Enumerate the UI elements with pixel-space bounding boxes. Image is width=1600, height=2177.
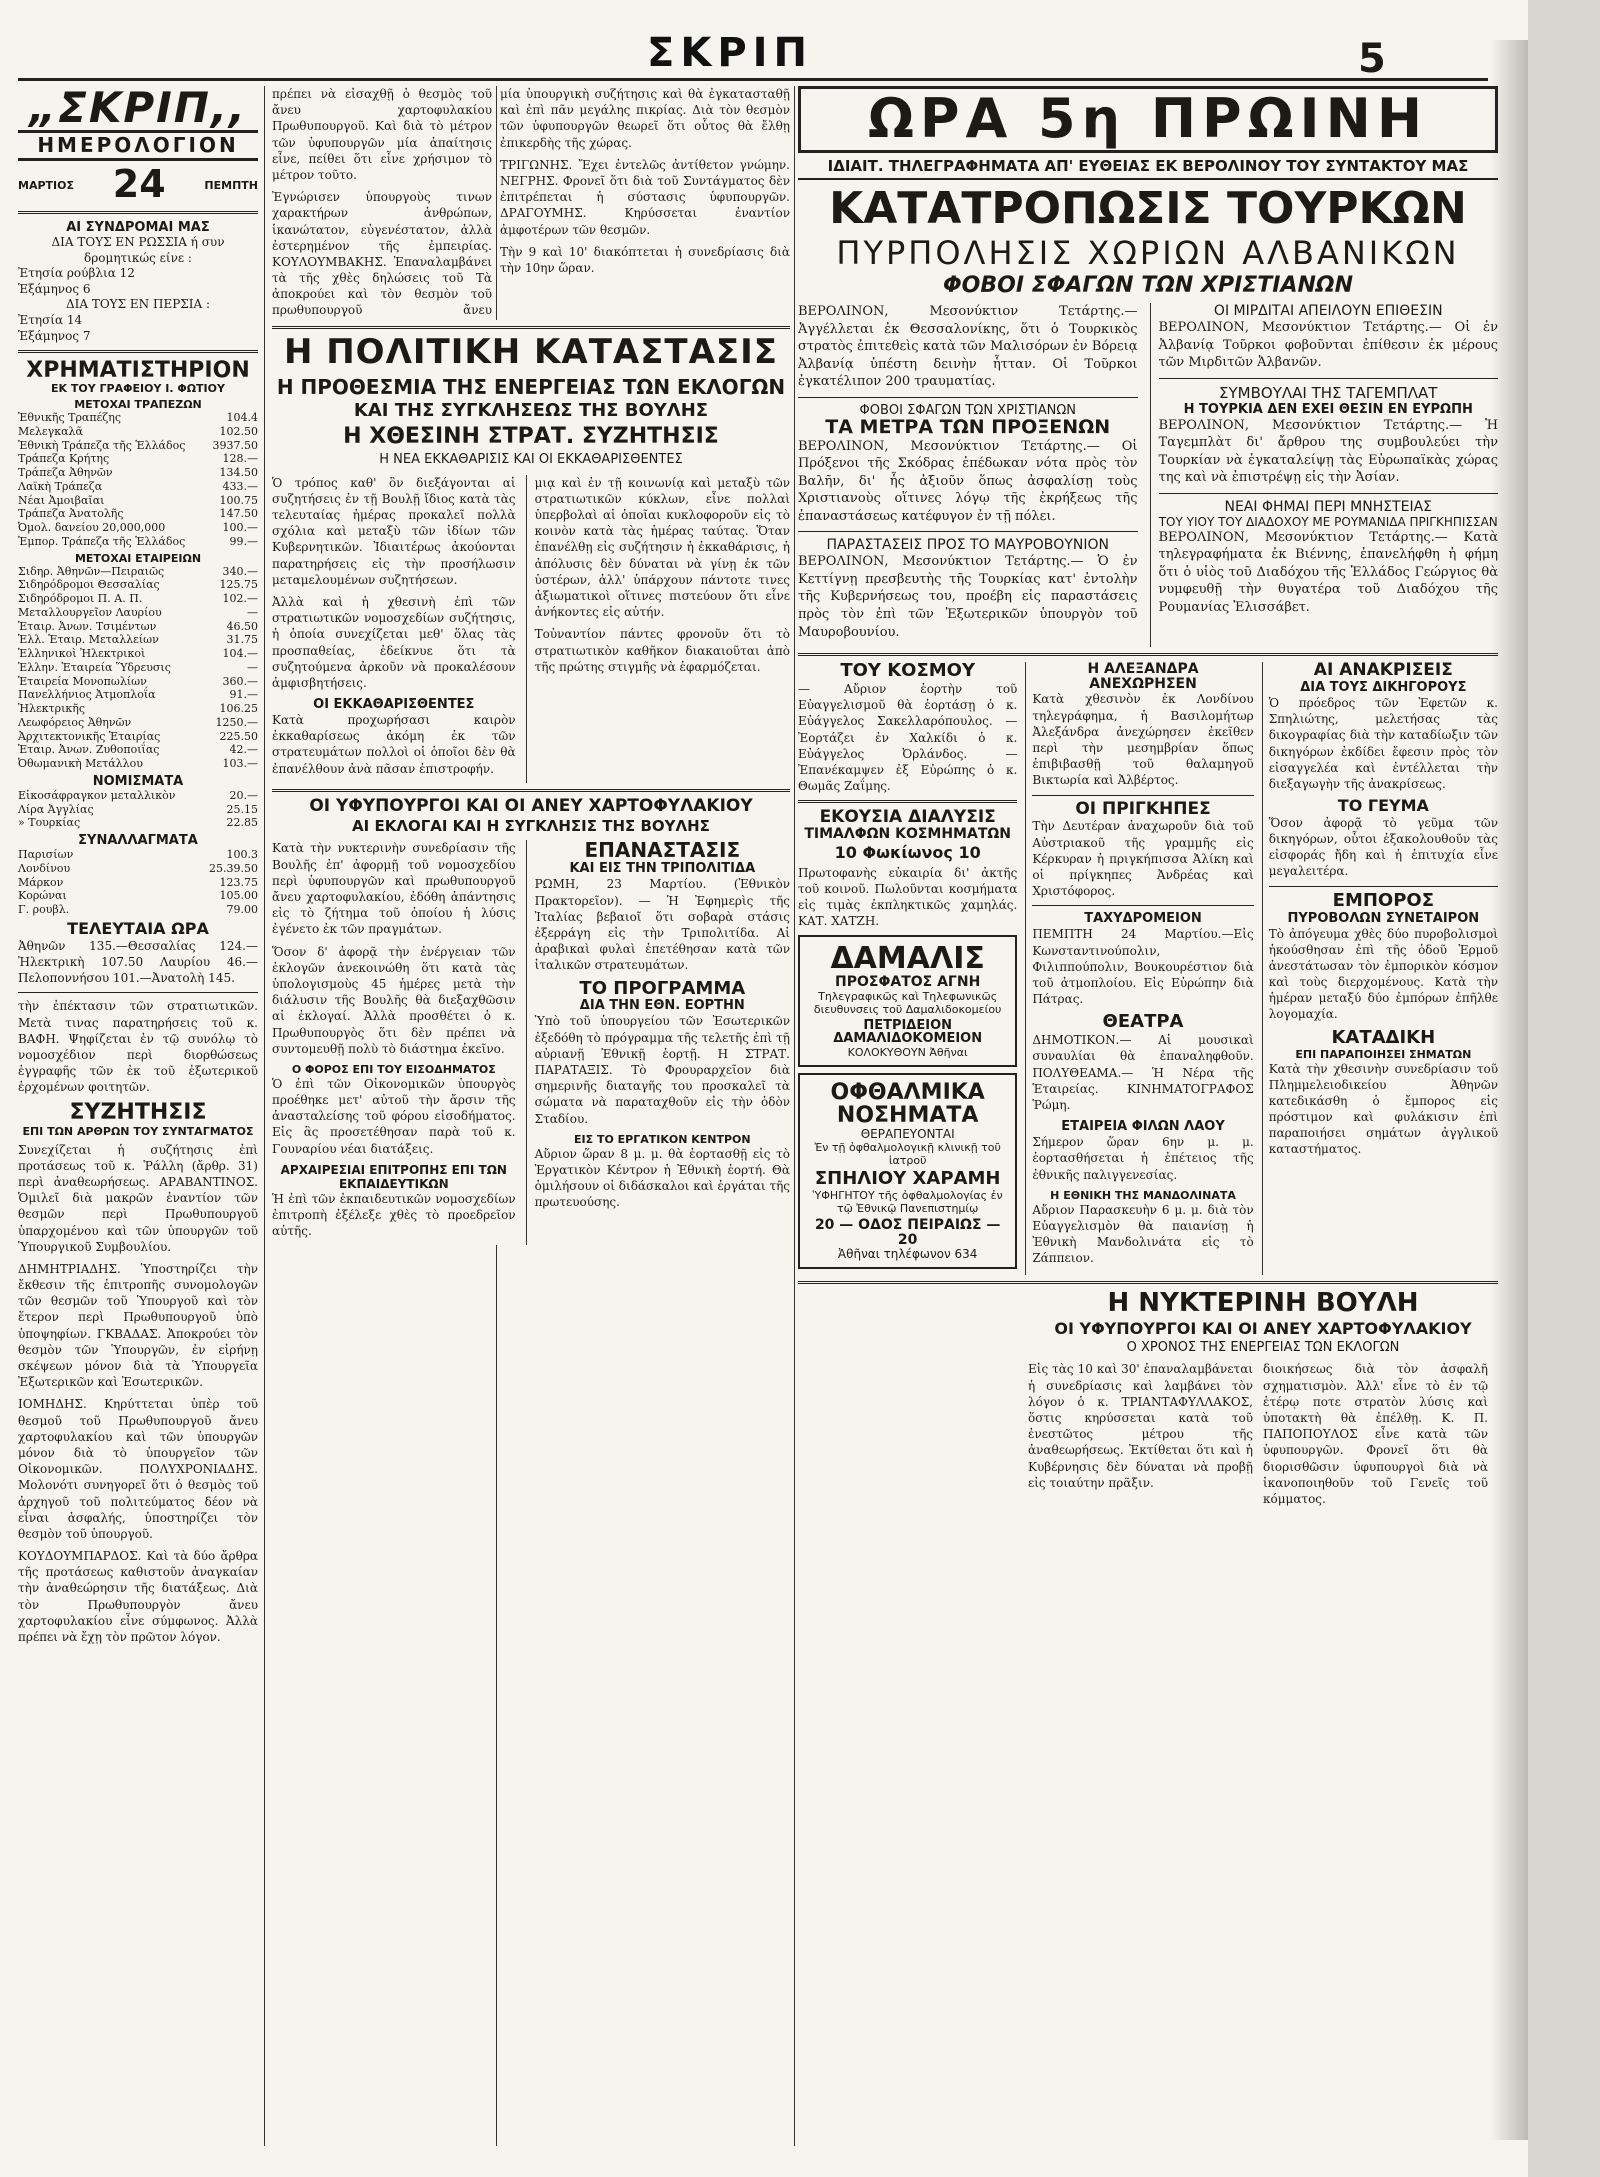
row-label: Γ. ρουβλ. — [18, 903, 70, 917]
world-title: ΤΟΥ ΚΟΣΜΟΥ — [840, 660, 976, 682]
telegraph-text: ΒΕΡΟΛΙΝΟΝ, Μεσονύκτιον Τετάρτης.— Οἱ ἐν Ἀλβανίᾳ Τοῦρκοι φοβοῦνται ἐπίθεσιν ἐκ μέρους τῶν Μιρδιτῶν Ἀλβανῶν. — [1158, 319, 1498, 371]
row-value: 433.— — [222, 479, 258, 493]
article-text: Εἰς τὰς 10 καὶ 30' ἐπαναλαμβάνεται ἡ συνεδρίασις καὶ λαμβάνει τὸν λόγον ὁ κ. ΤΡΙΑΝΤΑΦΥΛΛΑΚΟΣ, ὅστις κηρύσσεται κατὰ τοῦ ἐνεστῶτος μέτρου τῆς ἀναθεωρήσεως. Ἐκτίθεται ὅτι καὶ ἡ Κυβέρνησις δὲν δύναται νὰ προβῇ εἰς τοιαύτην πρᾶξιν. — [1028, 1362, 1253, 1490]
table-row — [18, 494, 258, 508]
eye-doctor-sub: ὙΦΗΓΗΤΟΥ τῆς ὀφθαλμολογίας ἐν τῷ Ἐθνικῷ Πανεπιστημίῳ — [812, 1188, 1003, 1215]
banks-title: ΜΕΤΟΧΑΙ ΤΡΑΠΕΖΩΝ — [74, 398, 202, 412]
row-value: 46.50 — [226, 619, 258, 633]
table-row — [18, 803, 258, 817]
main-headline: ΩΡΑ 5η ΠΡΩΙΝΗ — [798, 86, 1498, 153]
article-text: ΔΗΜΗΤΡΙΑΔΗΣ. Ὑποστηρίζει τὴν ἔκθεσιν τῆς ἐπιτροπῆς συνομολογῶν τῶν θεσμῶν τοῦ Ὑπουργοῦ καὶ τὸν ἕτερον περὶ Πρωθυπουργοῦ ὑπὸ ὑποψηφίων. ΓΚΒΑΔΑΣ. Ἀποκρούει τὸν θεσμὸν τῶν Ὑπουργῶν, ἐν εἰρήνῃ σκέψεων μόνον διὰ τὰ Ὑπουργεῖα Ἐξωτερικῶν καὶ Ἐσωτερικῶν. — [18, 1261, 258, 1390]
table-row — [18, 466, 258, 480]
montenegro-title: ΠΑΡΑΣΤΑΣΕΙΣ ΠΡΟΣ ΤΟ ΜΑΥΡΟΒΟΥΝΙΟΝ — [826, 537, 1109, 554]
merchant-title: ΕΜΠΟΡΟΣ — [1332, 889, 1435, 911]
row-label: Νέαι Ἀμοιβαῖαι — [18, 493, 105, 507]
table-row — [18, 535, 258, 549]
night-subtitle: ΟΙ ΥΦΥΠΟΥΡΓΟΙ ΚΑΙ ΟΙ ΑΝΕΥ ΧΑΡΤΟΦΥΛΑΚΙΟΥ — [1054, 1318, 1472, 1338]
article-text: μία ὑπουργικὴ συζήτησις καὶ θὰ ἐγκατασταθῇ καὶ ἐπὶ πᾶν μεγάλης πικρίας. Διὰ τὸν θεσμὸν τῶν ὑφυπουργῶν θεωρεῖ ὅτι οὗτος θὰ ἔλθῃ ἐπικερδὴς τῆς χώρας. — [500, 87, 790, 150]
divider — [798, 653, 1498, 656]
row-label: Ὀμολ. δανείου 20,000,000 — [18, 521, 166, 535]
column-telegraphs — [798, 86, 1498, 2146]
subs-line: ΔΙΑ ΤΟΥΣ ΕΝ ΠΕΡΣΙΑ : — [65, 297, 211, 312]
subs-line: Ἐτησία ρούβλια 12 — [18, 266, 135, 281]
damalis-ad — [798, 935, 1017, 1066]
exchange-table — [18, 848, 258, 917]
politics-column-left — [272, 475, 516, 783]
row-value: 134.50 — [219, 466, 258, 480]
row-value: — — [247, 605, 258, 619]
article-text: ΚΟΥΔΟΥΜΠΑΡΔΟΣ. Καὶ τὰ δύο ἄρθρα τῆς προτάσεως καθιστοῦν ἀναγκαίαν τὴν ἀναθεώρησιν τῆς διατάξεως. Διὰ τὸν Πρωθυπουργὸν ἄνευ χαρτοφυλακίου εἶνε σύμφωνος. Ἀλλὰ πρέπει νὰ ἔχῃ τὸν πρῶτον λόγον. — [18, 1549, 258, 1644]
row-value: 105.00 — [219, 889, 258, 903]
subs-line: ΔΙΑ ΤΟΥΣ ΕΝ ΡΩΣΣΙΑ ή συν — [51, 234, 225, 249]
divider — [798, 1281, 1498, 1284]
politics-columns — [272, 475, 790, 783]
row-label: Λαϊκὴ Τράπεζα — [18, 479, 103, 493]
row-value: 25.39.50 — [209, 861, 258, 875]
telegraph-text: ΒΕΡΟΛΙΝΟΝ, Μεσονύκτιον Τετάρτης.— Ὁ ἐν Κεττίγνῃ πρεσβευτὴς τῆς Τουρκίας κατ' ἐντολὴν τῆς Κυβερνήσεως του, προέβη εἰς παραστάσεις πρὸς τὸν ἐπὶ τῶν Ἐξωτερικῶν ὑπουργὸν τοῦ Μαυροβουνίου. — [798, 554, 1138, 640]
conviction-title: ΚΑΤΑΔΙΚΗ — [1331, 1026, 1436, 1048]
row-label: Παρισίων — [18, 848, 74, 862]
divider — [798, 800, 1017, 803]
row-value: 340.— — [222, 564, 258, 578]
committees-title: ΑΡΧΑΙΡΕΣΙΑΙ ΕΠΙΤΡΟΠΗΣ ΕΠΙ ΤΩΝ ΕΚΠΑΙΔΕΥΤΙΚΩΝ — [280, 1162, 507, 1191]
mirdites-title: ΟΙ ΜΙΡΔΙΤΑΙ ΑΠΕΙΛΟΥΝ ΕΠΙΘΕΣΙΝ — [1213, 302, 1443, 319]
column-calendar — [18, 86, 258, 2146]
article-text: Ὁ πρόεδρος τῶν Ἐφετῶν κ. Σπηλιώτης, μελετήσας τὰς δικογραφίας διὰ τὴν καταδίωξιν τῶν δικηγόρων ἐκδίδει ἔφεσιν πρὸς τὸν εἰσαγγελέα καὶ ἐντέλλεται τὴν διεξαγωγὴν τῆς ἀνακρίσεως. — [1268, 695, 1498, 791]
divider — [1159, 378, 1499, 379]
politics-title: Η ΠΟΛΙΤΙΚΗ ΚΑΤΑΣΤΑΣΙΣ — [283, 332, 779, 372]
table-row — [18, 903, 258, 917]
telegraph-text: ΒΕΡΟΛΙΝΟΝ, Μεσονύκτιον Τετάρτης.— Οἱ Πρόξενοι τῆς Σκόδρας ἐπέδωκαν νότα πρὸς τὸν Βαλῆν, δι' ἧς ἀξιοῦν ὅπως ἀσφαλίσῃ τοὺς Χριστιανοὺς οἵτινες λόγῳ τῆς ἐκρήξεως τῆς ἐπαναστάσεως κατέφυγον ἐν τῇ πόλει. — [798, 438, 1138, 524]
article-text: Κατὰ προχωρήσασι καιρὸν ἐκκαθαρίσεως ἀκόμη ἐκ τῶν στρατευμάτων πολλοὶ οἱ ὁποῖοι δὲν θὰ ἐπανέλθουν ἀνὰ πᾶσαν ἐπιστροφήν. — [272, 713, 516, 776]
row-label: Ἑταιρ. Ἀνων. Τσιμέντων — [18, 619, 157, 633]
row-label: Μάρκον — [18, 875, 64, 889]
table-row — [18, 876, 258, 890]
mandolin-title: Η ΕΘΝΙΚΗ ΤΗΣ ΜΑΝΔΟΛΙΝΑΤΑ — [1050, 1188, 1236, 1202]
divider — [1032, 905, 1253, 906]
article-text: Ἡ ἐπὶ τῶν ἐκπαιδευτικῶν νομοσχεδίων ἐπιτροπὴ ἐξέλεξε χθὲς τὸ προεδρεῖον αὐτῆς. — [272, 1191, 516, 1239]
table-row — [18, 816, 258, 830]
damalis-text: Τηλεγραφικῶς καὶ Τηλεφωνικῶς διευθυνσεις τοῦ Δαμαλιδοκομείου — [813, 989, 1002, 1016]
table-row — [18, 661, 258, 675]
row-label: Λίρα Ἀγγλίας — [18, 802, 94, 816]
subs-line: Ἑξάμηνος 6 — [18, 281, 91, 296]
divider — [272, 789, 790, 792]
table-row — [18, 757, 258, 771]
article-text: ΡΩΜΗ, 23 Μαρτίου. (Ἐθνικὸν Πρακτορεῖον). — Ἡ Ἐφημερὶς τῆς Ἰταλίας βεβαιοῖ ὅτι σοβαρὰ στάσις ἐξερράγη εἰς τὴν Τριπολιτίδα. Αἱ ἀραβικαὶ φυλαὶ ἐπετέθησαν κατὰ τῶν ἰταλικῶν στρατευμάτων. — [534, 877, 790, 973]
eye-subtitle: ΘΕΡΑΠΕΥΟΝΤΑΙ — [860, 1127, 955, 1142]
article-text: ΙΟΜΗΔΗΣ. Κηρύττεται ὑπὲρ τοῦ θεσμοῦ τοῦ Πρωθυπουργοῦ ἄνευ χαρτοφυλακίου καὶ τῶν ὑπουργῶν μόνον διὰ τὸ ὑπουργεῖον τῶν Οἰκονομικῶν. ΠΟΛΥΧΡΟΝΙΑΔΗΣ. Μολονότι συνηγορεῖ ὅτι ὁ θεσμὸς τοῦ ἀρχηγοῦ τοῦ πολιτεύματος δέον νὰ εἶναι ἀσφαλής, ὑποστηρίζει τὸν θεσμὸν τοῦ ὑπουργοῦ. — [18, 1397, 258, 1541]
conviction-subtitle: ΕΠΙ ΠΑΡΑΠΟΙΗΣΕΙ ΣΗΜΑΤΩΝ — [1295, 1047, 1472, 1061]
row-value: 1250.— — [215, 715, 258, 729]
telegraph-text: ΒΕΡΟΛΙΝΟΝ, Μεσονύκτιον Τετάρτης.— Ἡ Ταγεμπλὰτ δι' ἄρθρου της συμβουλεύει τὴν Τουρκίαν νὰ ἐγκαταλείψῃ τὰς Εὐρωπαϊκὰς χώρας της καὶ νὰ ἐπιστρέψῃ εἰς τὴν Ἀσίαν. — [1158, 417, 1498, 486]
advice-subtitle: Η ΤΟΥΡΚΙΑ ΔΕΝ ΕΧΕΙ ΘΕΣΙΝ ΕΝ ΕΥΡΩΠΗ — [1183, 401, 1473, 417]
row-label: Ἐθνικὴ Τράπεζα τῆς Ἑλλάδος — [18, 438, 186, 452]
theatre-title: ΘΕΑΤΡΑ — [1102, 1011, 1184, 1033]
row-label: Σιδηρόδρομοι Π. Α. Π. — [18, 592, 143, 606]
article-text: διοικήσεως διὰ τὸν ἀσφαλῆ σχηματισμὸν. Ἀλλ' εἶνε τὸ ἐν τῷ ἑτέρῳ ποτε στρατὸν λύσις καὶ ὑποτακτὴ θὰ ἐπέλθῃ. Κ. Π. ΠΑΠΟΠΟΥΛΟΣ εἶνε κατὰ τῶν ὑφυπουργῶν. Φρονεῖ ὅτι θὰ διορισθῶσιν ὑφυπουργοὶ διὰ νὰ ἱκανοποιηθοῦν τοῦ Γενεῖς τοῦ κόμματος. — [1263, 1362, 1488, 1506]
row-value: 103.— — [222, 757, 258, 771]
article-text: Ὅσον ἀφορᾷ τὸ γεῦμα τῶν δικηγόρων, οὗτοι ἐξακολουθοῦν τὰς εἰσφοράς ἤδη καὶ ἡ ἐπιτυχία εἶνε μεγαλειτέρα. — [1268, 815, 1498, 879]
page-number: 5 — [1358, 36, 1386, 82]
table-row — [18, 688, 258, 702]
row-label: » Τουρκίας — [18, 816, 81, 830]
table-row — [18, 578, 258, 592]
ministers-columns — [272, 840, 790, 1245]
article-text: τὴν ἐπέκτασιν τῶν στρατιωτικῶν. Μετὰ τινας παρατηρήσεις τοῦ κ. ΒΑΦΗ. Ψηφίζεται ἐν τῷ συνόλῳ τὸ νομοσχέδιον περὶ διορθώσεως ἐγγραφῆς τῶν ἐκ τοῦ ἐξωτερικοῦ ἐρχομένων φοιτητῶν. — [18, 999, 258, 1095]
voluntary-subtitle: ΤΙΜΑΛΦΩΝ ΚΟΣΜΗΜΑΤΩΝ — [804, 826, 1011, 843]
row-label: Μελεγκαλᾶ — [18, 424, 83, 438]
table-row — [18, 730, 258, 744]
workers-title: ΕΙΣ ΤΟ ΕΡΓΑΤΙΚΟΝ ΚΕΝΤΡΟΝ — [574, 1132, 751, 1146]
table-row — [18, 647, 258, 661]
ministers-column-left — [272, 840, 516, 1245]
post-title: ΤΑΧΥΔΡΟΜΕΙΟΝ — [1084, 911, 1202, 927]
voluntary-date: 10 Φωκίωνος 10 — [834, 842, 981, 862]
row-value: 147.50 — [219, 507, 258, 521]
exchange-title: ΣΥΝΑΛΛΑΓΜΑΤΑ — [78, 833, 198, 849]
discussion-title: ΣΥΖΗΤΗΣΙΣ — [69, 1100, 207, 1126]
row-label: Κορώναι — [18, 889, 67, 903]
row-label: Τράπεζα Ἀνατολῆς — [18, 507, 124, 521]
eye-phone: Ἀθῆναι τηλέφωνον 634 — [837, 1247, 978, 1262]
divider — [1269, 886, 1498, 887]
article-text: Ὁ ἐπὶ τῶν Οἰκονομικῶν ὑπουργὸς προέθηκε μετ' αὐτοῦ τὴν ἄρσιν τῆς ἀνασταλείσης τοῦ φόρου εἰσοδήματος. Εἰς ἃς προσετέθησαν παρὰ τοῦ κ. Γουναρίου νέαι διατάξεις. — [272, 1076, 516, 1156]
eye-doctor: ΣΠΗΛΙΟΥ ΧΑΡΑΜΗ — [814, 1168, 1001, 1190]
subs-line: Ἐτησία 14 — [18, 312, 83, 327]
article-text: Τὴν Δευτέραν ἀναχωροῦν διὰ τοῦ Αὐστριακοῦ τῆς γραμμῆς εἰς Κέρκυραν ἡ πριγκήπισσα Ἀλίκη καὶ οἱ πρίγκηπες Ἀνδρέας καὶ Χριστόφορος. — [1032, 819, 1254, 899]
lower-col-a — [798, 662, 1017, 1275]
column-rule — [264, 86, 265, 2146]
row-value: 99.— — [229, 534, 258, 548]
damalis-title: ΔΑΜΑΛΙΣ — [830, 941, 985, 977]
row-value: 128.— — [222, 452, 258, 466]
inquiries-subtitle: ΔΙΑ ΤΟΥΣ ΔΙΚΗΓΟΡΟΥΣ — [1300, 679, 1467, 695]
subscriptions-list — [18, 235, 258, 344]
row-value: 125.75 — [219, 578, 258, 592]
table-row — [18, 789, 258, 803]
divider — [272, 326, 790, 329]
politics-section — [272, 320, 790, 1245]
row-value: 31.75 — [226, 633, 258, 647]
ministers-subtitle: ΑΙ ΕΚΛΟΓΑΙ ΚΑΙ Η ΣΥΓΚΛΗΣΙΣ ΤΗΣ ΒΟΥΛΗΣ — [352, 816, 710, 835]
table-row — [18, 592, 258, 606]
divider — [1032, 795, 1253, 796]
last-hour-text: Ἀθηνῶν 135.—Θεσσαλίας 124.—Ἠλεκτρικὴ 107.50 Λαυρίου 46.—Πελοποννήσου 101.—Ἀνατολὴ 145. — [18, 938, 258, 986]
table-row — [18, 862, 258, 876]
row-value: 225.50 — [219, 729, 258, 743]
politics-headline-2: ΚΑΙ ΤΗΣ ΣΥΓΚΛΗΣΕΩΣ ΤΗΣ ΒΟΥΛΗΣ — [353, 399, 709, 421]
row-value: 360.— — [222, 674, 258, 688]
inquiries-title: ΑΙ ΑΝΑΚΡΙΣΕΙΣ — [1313, 660, 1453, 681]
headline-2: ΠΥΡΠΟΛΗΣΙΣ ΧΩΡΙΩΝ ΑΛΒΑΝΙΚΩΝ — [836, 233, 1460, 272]
table-row — [18, 848, 258, 862]
banks-table — [18, 411, 258, 549]
column-rule — [794, 86, 795, 2146]
rumor-subtitle: ΤΟΥ ΥΙΟΥ ΤΟΥ ΔΙΑΔΟΧΟΥ ΜΕ ΡΟΥΜΑΝΙΔΑ ΠΡΙΓΚΗΠΙΣΣΑΝ — [1158, 514, 1498, 529]
article-text: Κατὰ τὴν χθεσινὴν συνεδρίασιν τοῦ Πλημμελειοδικείου Ἀθηνῶν κατεδικάσθη ὁ ἔμπορος εἰς πρόστιμον καὶ φυλάκισιν ἐπὶ παραποιήσει σημάτων ἀγγλικοῦ καταστήματος. — [1268, 1061, 1498, 1157]
row-value: 20.— — [229, 788, 258, 802]
table-row — [18, 425, 258, 439]
table-row — [18, 606, 258, 620]
row-label: Εἰκοσάφραγκον μεταλλικὸν — [18, 788, 176, 802]
table-row — [18, 521, 258, 535]
article-text: Τὴν 9 καὶ 10' διακόπτεται ἡ συνεδρίασις διὰ τὴν 10ην ὥραν. — [500, 244, 790, 275]
bourse-title: ΧΡΗΜΑΤΙΣΤΗΡΙΟΝ — [26, 358, 250, 384]
ministers-title: ΟΙ ΥΦΥΠΟΥΡΓΟΙ ΚΑΙ ΟΙ ΑΝΕΥ ΧΑΡΤΟΦΥΛΑΚΙΟΥ — [309, 795, 753, 816]
money-title: ΝΟΜΙΣΜΑΤΑ — [92, 773, 184, 789]
article-text: ΤΡΙΓΩΝΗΣ. Ἔχει ἐντελῶς ἀντίθετον γνώμην. ΝΕΓΡΗΣ. Φρονεῖ ὅτι διὰ τοῦ Συντάγματος δὲν ἐπιτρέπεται ἡ σύστασις ὑφυπουργῶν. ΔΡΑΓΟΥΜΗΣ. Κηρύσσεται ἐναντίον ἀμφοτέρων τῶν θεσμῶν. — [500, 157, 790, 237]
night-section — [1028, 1290, 1498, 1513]
row-label: Σιδηρ. Ἀθηνῶν—Πειραιῶς — [18, 564, 165, 578]
calendar-month: ΜΑΡΤΙΟΣ — [18, 178, 74, 192]
damalis-place: ΠΕΤΡΙΔΕΙΟΝ ΔΑΜΑΛΙΔΟΚΟΜΕΙΟΝ — [833, 1017, 983, 1047]
night-title: Η ΝΥΚΤΕΡΙΝΗ ΒΟΥΛΗ — [1107, 1288, 1419, 1319]
politics-headline-4: Η ΝΕΑ ΕΚΚΑΘΑΡΙΣΙΣ ΚΑΙ ΟΙ ΕΚΚΑΘΑΡΙΣΘΕΝΤΕΣ — [379, 451, 683, 467]
article-text: Σήμερον ὥραν 6ην μ. μ. ἐορτασθήσεται ἡ ἐπέτειος τῆς ἐθνικῆς παλιγγενεσίας. — [1032, 1135, 1254, 1182]
table-row — [18, 439, 258, 453]
row-value: 104.4 — [226, 411, 258, 425]
ministers-column-right — [526, 840, 790, 1245]
telegraph-text: ΒΕΡΟΛΙΝΟΝ, Μεσονύκτιον Τετάρτης.— Κατὰ τηλεγραφήματα ἐκ Βιέννης, ἐπανελήφθη ἡ φήμη ὅτι ὁ υἱὸς τοῦ Διαδόχου τῆς Ἑλλάδος Γεώργιος θὰ νυμφευθῇ τὴν θυγατέρα τοῦ Διαδόχου τῆς Ρουμανίας Ἐλισσάβετ. — [1158, 529, 1498, 615]
article-text: ΠΕΜΠΤΗ 24 Μαρτίου.—Εἰς Κωνσταντινούπολιν, Φιλιππούπολιν, Βουκουρέστιον διὰ τοῦ ἀτμοπλοίου. Εἰς Εὐρώπην διὰ Πάτρας. — [1032, 927, 1254, 1007]
row-value: 123.75 — [219, 875, 258, 889]
telegraph-left — [798, 303, 1138, 647]
row-label: Ἑταιρεία Μονοπωλίων — [18, 674, 147, 688]
alexandra-title: Η ΑΛΕΞΑΝΔΡΑ ΑΝΕΧΩΡΗΣΕΝ — [1087, 661, 1199, 692]
scan-margin — [1528, 0, 1600, 2177]
divider — [1159, 493, 1499, 494]
table-row — [18, 452, 258, 466]
row-value: 102.— — [222, 592, 258, 606]
article-text: Πρωτοφανὴς εὐκαιρία δι' ἀκτῆς τοῦ κοινοῦ. Πωλοῦνται κοσμήματα εἰς τιμὰς ἐκπληκτικῶς χαμηλάς. ΚΑΤ. ΧΑΤΖΗ. — [798, 865, 1018, 929]
discussion-subtitle: ΕΠΙ ΤΩΝ ΑΡΘΡΩΝ ΤΟΥ ΣΥΝΤΑΓΜΑΤΟΣ — [22, 1124, 254, 1138]
row-label: Λεωφόρειος Ἀθηνῶν — [18, 715, 132, 729]
companies-title: ΜΕΤΟΧΑΙ ΕΤΑΙΡΕΙΩΝ — [74, 551, 202, 565]
last-hour-title: ΤΕΛΕΥΤΑΙΑ ΩΡΑ — [67, 918, 209, 938]
telegraph-right — [1150, 303, 1499, 647]
article-text: πρέπει νὰ εἰσαχθῇ ὁ θεσμὸς τοῦ ἄνευ χαρτοφυλακίου Πρωθυπουργοῦ. Καὶ διὰ τὸ μέτρον τῶν ὑφυπουργῶν μία ἀπαίτησις εἶνε, πείθει ὅτι εἶνε χρήσιμον τὸ μέτρον τοῦτο. — [272, 87, 492, 182]
row-value: 100.— — [222, 521, 258, 535]
advice-title: ΣΥΜΒΟΥΛΑΙ ΤΗΣ ΤΑΓΕΜΠΛΑΤ — [1219, 383, 1438, 402]
princes-title: ΟΙ ΠΡΙΓΚΗΠΕΣ — [1075, 798, 1211, 819]
table-row — [18, 565, 258, 579]
table-row — [18, 702, 258, 716]
row-value: 3937.50 — [212, 438, 258, 452]
article-text: Ὅσον δ' ἀφορᾷ τὴν ἐνέργειαν τῶν ἐκλογῶν ἀνεκοινώθη ὅτι κατὰ τὰς ὑπολογισμοὺς 45 ἡμέρες μετὰ τὴν διάλυσιν τῆς Βουλῆς θὰ διεξαχθῶσιν αἱ ἐκλογαί. Ἀλλὰ προσθέτει ὁ κ. Πρωθυπουργὸς ὅτι δὲν πρέπει νὰ συντομευθῇ πολὺ τὸ διάστημα ἐκεῖνο. — [272, 944, 516, 1056]
row-value: 104.— — [222, 647, 258, 661]
subs-line: Ἑξάμηνος 7 — [18, 328, 91, 343]
row-label: Ἑλλην. Ἑταιρεία Ὕδρευσις — [18, 660, 171, 674]
article-text: Ἐγνώρισεν ὑπουργοὺς τινων χαρακτήρων ἀνθρώπων, ἱκανώτατον, εὐγενέστατον, ἀλλὰ ἐστερημένον τῆς ἐμπειρίας. ΚΟΥΛΟΥΜΒΑΚΗΣ. Ἐπαναλαμβάνει τὰ τῆς χθὲς δηλώσεις τοῦ Τὰ ἀποκρούει καὶ τὸν θεσμὸν τοῦ πρωθυπουργοῦ ἄνευ — [272, 190, 492, 318]
tax-title: Ο ΦΟΡΟΣ ΕΠΙ ΤΟΥ ΕΙΣΟΔΗΜΑΤΟΣ — [291, 1062, 496, 1076]
lower-col-c — [1262, 662, 1498, 1275]
calendar-weekday: ΠΕΜΠΤΗ — [204, 178, 258, 192]
friends-title: ΕΤΑΙΡΕΙΑ ΦΙΛΩΝ ΛΑΟΥ — [1061, 1119, 1225, 1135]
table-row — [18, 716, 258, 730]
article-text: Ὑπὸ τοῦ ὑπουργείου τῶν Ἐσωτερικῶν ἐξεδόθη τὸ πρόγραμμα τῆς τελετῆς ἐπὶ τῇ αὐριανῇ Ἐθνικῇ ἑορτῇ. Η ΣΤΡΑΤ. ΠΑΡΑΤΑΞΙΣ. Τὸ Φρουραρχεῖον διὰ σημερινῆς διαταγῆς του προσκαλεῖ τὰ σώματα νὰ παραταχθοῦν εἰς τὴν ὁδὸν Σταδίου. — [534, 1014, 790, 1126]
programme-title: ΤΟ ΠΡΟΓΡΑΜΜΑ — [579, 977, 746, 999]
measures-title: ΤΑ ΜΕΤΡΑ ΤΩΝ ΠΡΟΞΕΝΩΝ — [825, 415, 1111, 438]
row-label: Τράπεζα Κρήτης — [18, 452, 110, 466]
masthead-rule — [18, 78, 1488, 81]
lower-col-b — [1025, 662, 1253, 1275]
table-row — [18, 480, 258, 494]
row-label: Ἐθνικῆς Τραπέζης — [18, 411, 122, 425]
table-row — [18, 675, 258, 689]
programme-subtitle: ΔΙΑ ΤΗΝ ΕΘΝ. ΕΟΡΤΗΝ — [579, 998, 745, 1014]
telegraph-text: ΒΕΡΟΛΙΝΟΝ, Μεσονύκτιον Τετάρτης.— Ἀγγέλλεται ἐκ Θεσσαλονίκης, ὅτι ὁ Τουρκικὸς στρατὸς ἐπιτεθεὶς κατὰ τῶν Μαλισόρων ἐν Βόρειᾳ Ἀλβανίᾳ ὑπέστη δεινὴν ἧτταν. Οἱ Τοῦρκοι ἐγκατέλιπον 200 τραυματίας. — [798, 303, 1138, 390]
calendar-date — [18, 162, 258, 207]
row-label: Ἀρχιτεκτονικῆς Ἑταιρίας — [18, 729, 161, 743]
article-text: Αὔριον Παρασκευὴν 6 μ. μ. διὰ τὸν Εὐαγγελισμὸν θὰ παιανίσῃ ἡ Ἐθνικὴ Μανδολινάτα εἰς τὸ Ζάππειον. — [1032, 1202, 1254, 1266]
night-subtitle-2: Ο ΧΡΟΝΟΣ ΤΗΣ ΕΝΕΡΓΕΙΑΣ ΤΩΝ ΕΚΛΟΓΩΝ — [1126, 1340, 1400, 1356]
row-value: 79.00 — [226, 903, 258, 917]
subs-line: δρομητικώς είνε : — [84, 250, 192, 265]
eye-address: 20 — ΟΔΟΣ ΠΕΙΡΑΙΩΣ — 20 — [814, 1216, 1001, 1248]
row-value: 100.75 — [219, 493, 258, 507]
masthead-title: ΣΚΡΙΠ — [647, 30, 813, 76]
eye-text: Ἐν τῇ ὀφθαλμολογικῇ κλινικῇ τοῦ ἰατροῦ — [814, 1141, 1001, 1168]
row-value: 100.3 — [226, 848, 258, 862]
article-text: Ὁ τρόπος καθ' ὃν διεξάγονται αἱ συζητήσεις ἐν τῇ Βουλῇ ἴδιος κατὰ τὰς τελευταίας ἡμέρας προκαλεῖ πολλὰ σχόλια καὶ μεταξὺ τῶν ἰδίων τῶν Κυβερνητικῶν. Ἰδιαιτέρως ἀκούονται παρατηρήσεις εἰς τὴν προσήλωσιν μεταμελουμένων συζητήσεων. — [272, 475, 516, 587]
merchant-subtitle: ΠΥΡΟΒΟΛΩΝ ΣΥΝΕΤΑΙΡΟΝ — [1287, 910, 1480, 926]
article-text: ΔΗΜΟΤΙΚΟΝ.— Αἱ μουσικαὶ συναυλίαι θὰ ἐπαναληφθοῦν. ΠΟΛΥΘΕΑΜΑ.— Ἡ Νέρα τῆς Ἑταιρείας. ΚΙΝΗΜΑΤΟΓΡΑΦΟΣ Ῥώμη. — [1032, 1033, 1254, 1112]
row-value: 22.85 — [226, 816, 258, 830]
row-value: 25.15 — [226, 802, 258, 816]
row-label: Τράπεζα Ἀθηνῶν — [18, 466, 113, 480]
divider — [798, 397, 1138, 398]
headline-1: ΚΑΤΑΤΡΟΠΩΣΙΣ ΤΟΥΡΚΩΝ — [829, 182, 1467, 234]
companies-table — [18, 565, 258, 771]
row-label: Ἑταιρ. Ἀνων. Ζυθοποιΐας — [18, 743, 160, 757]
table-row — [18, 743, 258, 757]
politics-column-right — [526, 475, 790, 783]
table-row — [18, 889, 258, 903]
article-text: — Αὔριον ἑορτὴν τοῦ Εὐαγγελισμοῦ θὰ ἑορτάσῃ ὁ κ. Εὐάγγελος Σακελλαρόπουλος. — Ἐορτάζει ἐν Χαλκίδι ὁ κ. Εὐάγγελος Ὀρλάνδος. — Ἐπανέκαμψεν ἐξ Εὐρώπης ὁ κ. Θωμᾶς Ζαΐμης. — [798, 682, 1018, 794]
telegraph-line: ΙΔΙΑΙΤ. ΤΗΛΕΓΡΑΦΗΜΑΤΑ ΑΠ' ΕΥΘΕΙΑΣ ΕΚ ΒΕΡΟΛΙΝΟΥ ΤΟΥ ΣΥΝΤΑΚΤΟΥ ΜΑΣ — [798, 157, 1498, 180]
fear-title: ΦΟΒΟΙ ΣΦΑΓΩΝ ΤΩΝ ΧΡΙΣΤΙΑΝΩΝ — [859, 402, 1077, 418]
article-text: Κατὰ χθεσινὸν ἐκ Λονδίνου τηλεγράφημα, ἡ Βασιλομήτωρ Ἀλεξάνδρα ἀνεχώρησεν ἐκεῖθεν περὶ τὴν μεσημβρίαν ὅπως ἐπιβιβασθῇ τοῦ θαλαμηγοῦ Βικτωρία καὶ Ἀλβέρτος. — [1032, 692, 1254, 788]
telegraph-columns — [798, 303, 1498, 647]
purged-title: ΟΙ ΕΚΚΑΘΑΡΙΣΘΕΝΤΕΣ — [313, 697, 475, 713]
eye-title: ΟΦΘΑΛΜΙΚΑ ΝΟΣΗΜΑΤΑ — [830, 1079, 985, 1128]
row-value: 106.25 — [219, 702, 258, 716]
row-value: 102.50 — [219, 424, 258, 438]
row-label: Ἑλληνικοὶ Ἠλεκτρικοὶ — [18, 647, 146, 661]
row-label: Ἐμπορ. Τράπεζα τῆς Ἑλλάδος — [18, 534, 186, 548]
article-text: Κατὰ τὴν νυκτερινὴν συνεδρίασιν τῆς Βουλῆς ἐπ' ἀφορμῇ τοῦ νομοσχεδίου περὶ ὑφυπουργῶν καὶ πρωθυπουργοῦ ἄνευ χαρτοφυλακίου, ἐδόθη ἀπάντησις εἰς τὸ ζήτημα τοῦ ὁποίου ἡ λύσις ἐγένετο ἐκ τῶν πραγμάτων. — [272, 841, 516, 937]
calendar-logo: „ΣΚΡΙΠ,, — [29, 86, 247, 132]
row-label: Ἠλεκτρικῆς — [18, 702, 86, 716]
table-row — [18, 411, 258, 425]
row-value: — — [247, 660, 258, 674]
table-row — [18, 507, 258, 521]
rumor-title: ΝΕΑΙ ΦΗΜΑΙ ΠΕΡΙ ΜΝΗΣΤΕΙΑΣ — [1224, 498, 1433, 515]
row-label: Ἑλλ. Ἑταιρ. Μεταλλείων — [18, 633, 159, 647]
calendar-day: 24 — [112, 162, 166, 207]
calendar-subtitle: ΗΜΕΡΟΛΟΓΙΟΝ — [18, 130, 258, 161]
eye-ad — [798, 1073, 1017, 1269]
divider — [18, 992, 258, 993]
article-text: μιᾳ καὶ ἐν τῇ κοινωνίᾳ καὶ μεταξὺ τῶν στρατιωτικῶν κύκλων, εἶνε πολλαὶ ὑπερβολαὶ αἱ ὁποῖαι κυκλοφοροῦν εἰς τὸ κοινὸν κατὰ τὰς ἡμέρας ταύτας. Ὅταν ἐπανέλθῃ εἰς συζήτησιν ἡ ἐκκαθάρισις, ἡ ἀπόλυσις δὲν δύναται νὰ γίνῃ ἐκ τῶν ὑστέρων, ἀλλ' ὑπάρχουν πάντοτε τινες ἀξιωματικοὶ οἵτινες πιστεύουν ὅτι εἶνε ἀνήκοντες εἰς αὐτήν. — [534, 475, 790, 620]
revolution-subtitle: ΚΑΙ ΕΙΣ ΤΗΝ ΤΡΙΠΟΛΙΤΙΔΑ — [569, 861, 756, 877]
row-label: Πανελλήνιος Ἀτμοπλοΐα — [18, 688, 156, 702]
lower-columns — [798, 662, 1498, 1275]
row-label: Ὀθωμανικὴ Μετάλλου — [18, 757, 143, 771]
money-table — [18, 789, 258, 830]
row-value: 42.— — [229, 743, 258, 757]
headline-3: ΦΟΒΟΙ ΣΦΑΓΩΝ ΤΩΝ ΧΡΙΣΤΙΑΝΩΝ — [942, 272, 1354, 298]
politics-headline-3: Η ΧΘΕΣΙΝΗ ΣΤΡΑΤ. ΣΥΖΗΤΗΣΙΣ — [343, 423, 719, 449]
revolution-title: ΕΠΑΝΑΣΤΑΣΙΣ — [584, 838, 741, 863]
article-text: Συνεχίζεται ἡ συζήτησις ἐπὶ προτάσεως τοῦ κ. Ῥάλλη (ἄρθρ. 31) περὶ ἀναθεωρήσεως. ΑΡΑΒΑΝΤΙΝΟΣ. Ὁμιλεῖ διὰ μακρῶν ἐναντίον τῶν θεσμῶν περὶ Πρωθυπουργοῦ ὑπαρχομένου καὶ τῶν ὑπουργῶν τοῦ Ὑπουργικοῦ Συμβουλίου. — [18, 1142, 258, 1254]
row-label: Σιδηρόδρομοι Θεσσαλίας — [18, 578, 160, 592]
politics-headline-1: Η ΠΡΟΘΕΣΜΙΑ ΤΗΣ ΕΝΕΡΓΕΙΑΣ ΤΩΝ ΕΚΛΟΓΩΝ — [276, 374, 786, 399]
row-label: Μεταλλουργεῖον Λαυρίου — [18, 605, 162, 619]
article-text: Τοὐναντίον πάντες φρονοῦν ὅτι τὸ στρατιωτικὸν καθῆκον διακαιοῦται ἀπὸ τῆς πρώτης στιγμῆς νὰ ἐφαρμόζεται. — [534, 627, 790, 674]
article-text: Αὔριον ὥραν 8 μ. μ. θὰ ἑορτασθῇ εἰς τὸ Ἐργατικὸν Κέντρον ἡ Ἐθνικὴ ἑορτή. Θὰ ὁμιλήσουν οἱ διδάσκαλοι καὶ ἐργάται τῆς πρωτευούσης. — [534, 1146, 790, 1210]
night-columns — [1028, 1361, 1498, 1513]
table-row — [18, 633, 258, 647]
article-text: Ἀλλὰ καὶ ἡ χθεσινὴ ἐπὶ τῶν στρατιωτικῶν νομοσχεδίων συζήτησις, ἡ ὁποία συνεχίζεται μεθ' ὅλας τὰς προσπαθείας, ἐδείκνυε ὅτι τὰ συζητούμενα ἀρκοῦν νὰ προκαλέσουν ἀμφισβητήσεις. — [272, 594, 516, 690]
divider — [18, 350, 258, 353]
voluntary-title: ΕΚΟΥΣΙΑ ΔΙΑΛΥΣΙΣ — [819, 807, 996, 828]
row-value: 91.— — [229, 688, 258, 702]
row-label: Λονδίνου — [18, 861, 71, 875]
lunch-title: ΤΟ ΓΕΥΜΑ — [1337, 796, 1429, 816]
damalis-subtitle: ΠΡΟΣΦΑΤΟΣ ΑΓΝΗ — [835, 973, 981, 990]
damalis-address: ΚΟΛΟΚΥΘΟΥΝ Ἀθῆναι — [847, 1045, 968, 1059]
bourse-subtitle: ΕΚ ΤΟΥ ΓΡΑΦΕΙΟΥ Ι. ΦΩΤΙΟΥ — [51, 382, 225, 396]
article-text: Τὸ ἀπόγευμα χθὲς δύο πυροβολισμοὶ ἠκούσθησαν ἐπὶ τῆς ὁδοῦ Ἑρμοῦ ἀνεστάτωσαν τὸν ἐμπορικὸν κόσμον καὶ τοὺς διερχομένους. Κατὰ τὴν ἡμέραν μεταξύ δύο ἐμπόρων ἐπῆλθε λογομαχία. — [1268, 926, 1498, 1022]
divider — [798, 531, 1138, 532]
divider — [18, 211, 258, 214]
table-row — [18, 620, 258, 634]
subscriptions-title: ΑΙ ΣΥΝΔΡΟΜΑΙ ΜΑΣ — [66, 219, 210, 235]
